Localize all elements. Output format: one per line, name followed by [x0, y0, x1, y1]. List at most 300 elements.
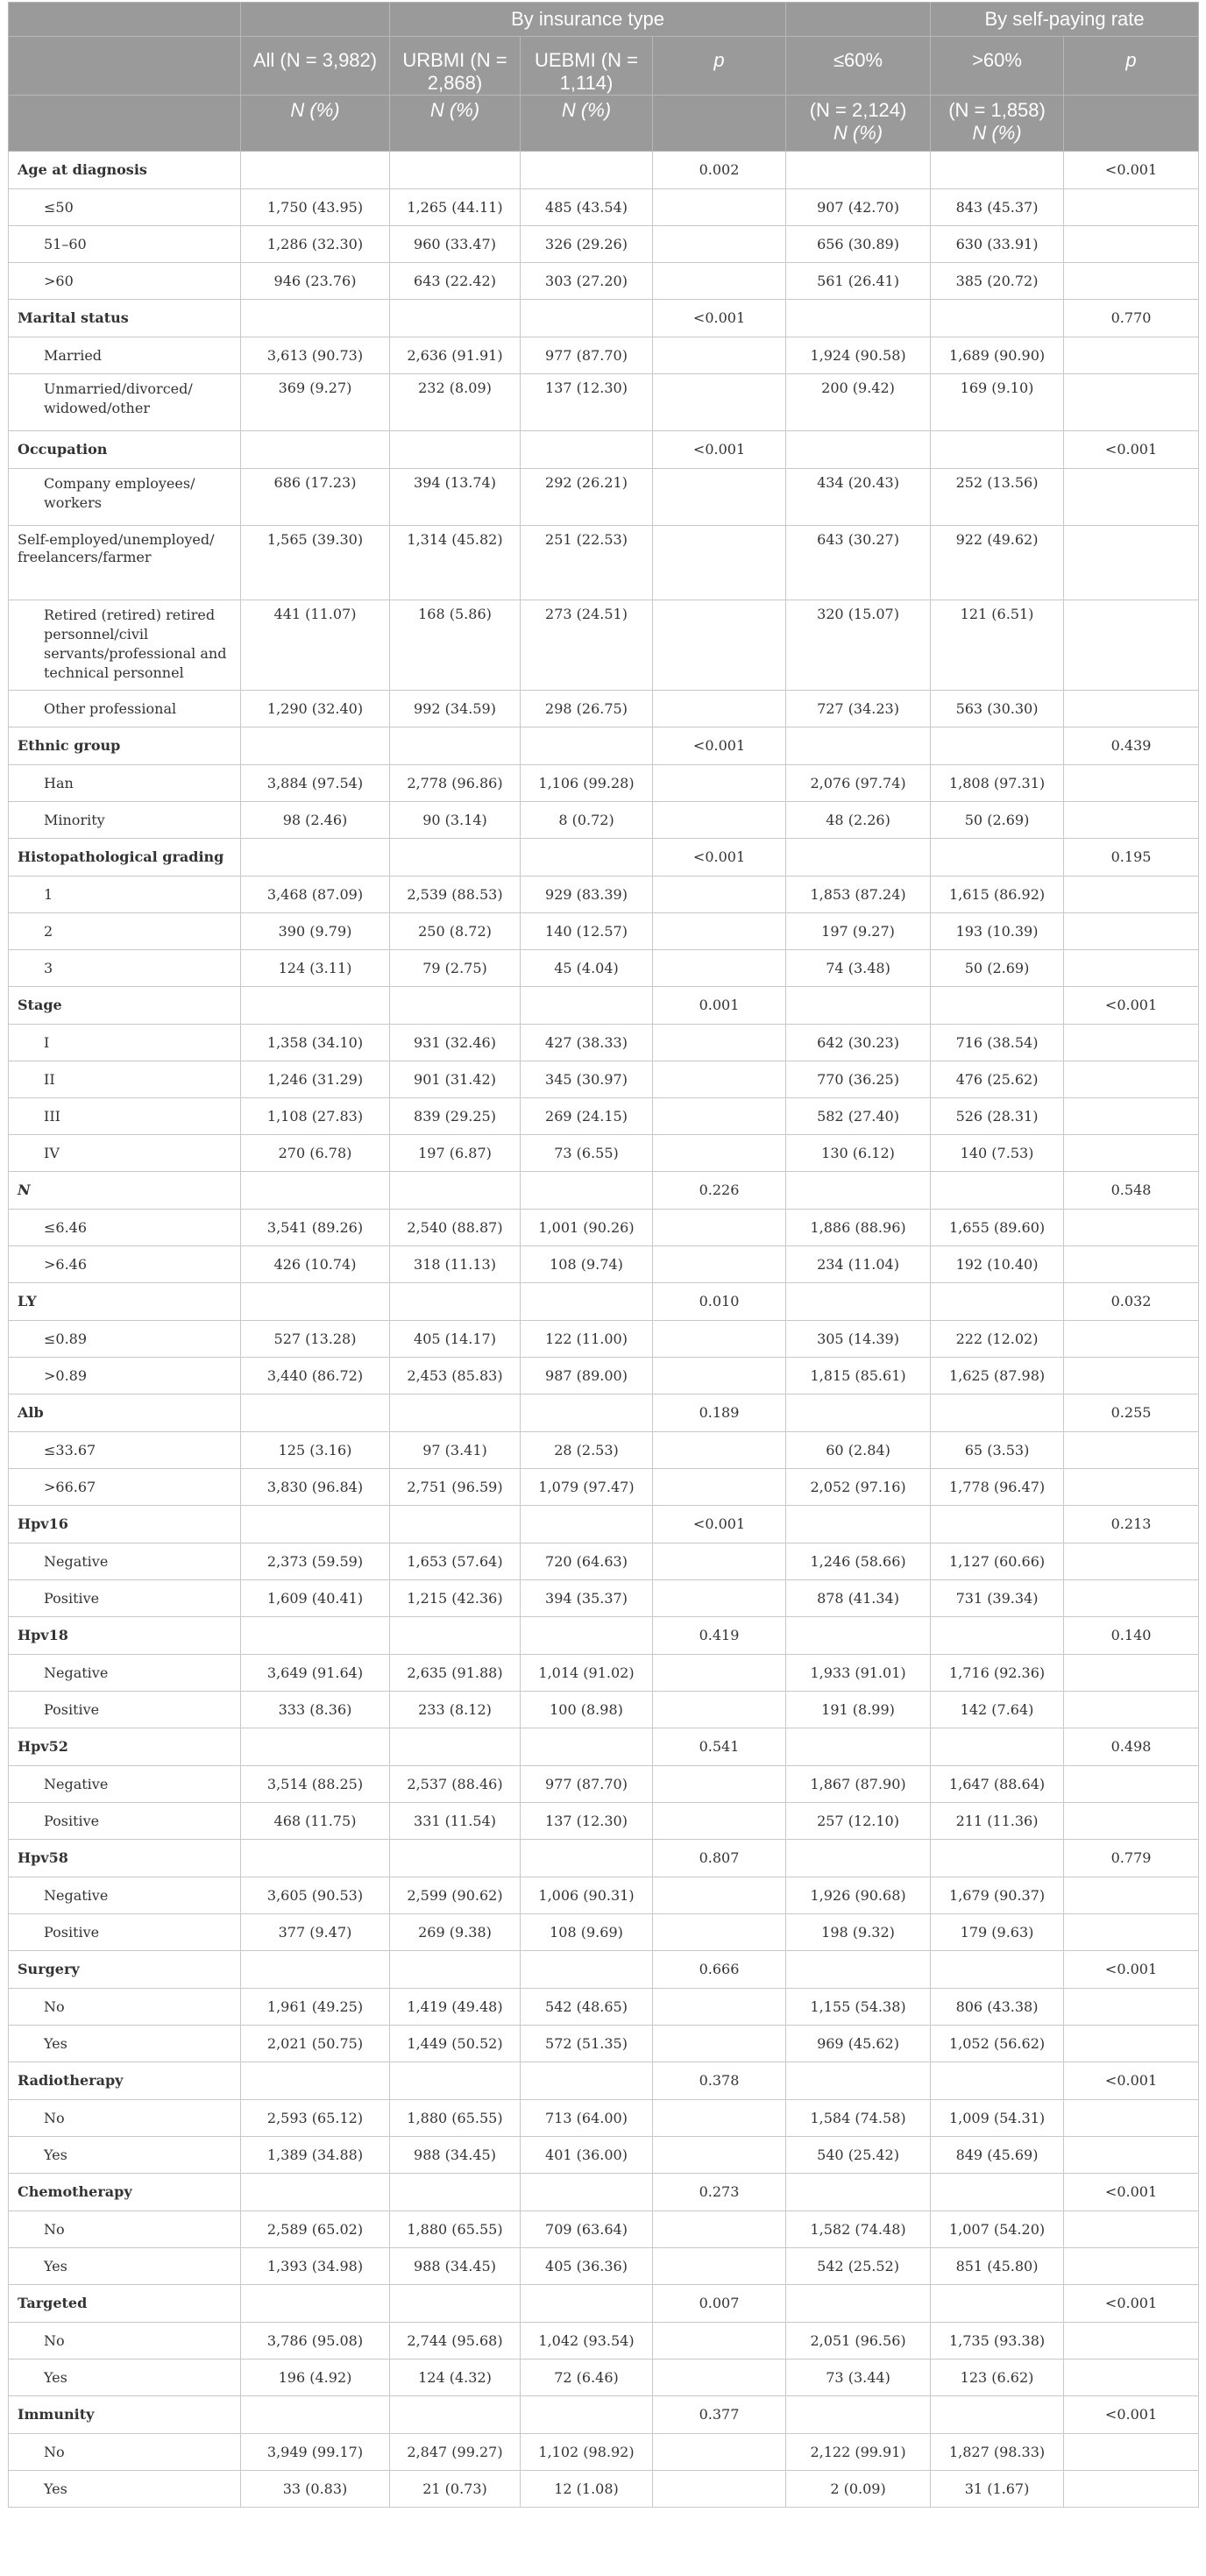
value-urbmi: 269 (9.38): [390, 1914, 521, 1951]
value-urbmi: 2,778 (96.86): [390, 765, 521, 802]
empty-cell: [521, 727, 653, 765]
empty-cell: [390, 1951, 521, 1989]
value-urbmi: 1,314 (45.82): [390, 526, 521, 600]
empty-cell: [390, 839, 521, 876]
value-le60: 642 (30.23): [786, 1025, 931, 1061]
value-uebmi: 8 (0.72): [521, 802, 653, 839]
value-all: 1,609 (40.41): [241, 1580, 390, 1617]
section-label: N: [9, 1172, 241, 1210]
value-urbmi: 2,636 (91.91): [390, 337, 521, 374]
row-label: No: [9, 2434, 241, 2471]
empty-cell: [786, 2174, 931, 2211]
row-label: Negative: [9, 1543, 241, 1580]
p-value-insurance: <0.001: [653, 300, 786, 337]
value-le60: 2,122 (99.91): [786, 2434, 931, 2471]
value-gt60: 1,052 (56.62): [931, 2026, 1064, 2062]
table-row: [9, 1321, 1199, 1358]
table-row: [9, 1469, 1199, 1506]
empty-cell: [241, 727, 390, 765]
empty-cell: [653, 2434, 786, 2471]
empty-cell: [931, 2285, 1064, 2323]
value-urbmi: 21 (0.73): [390, 2471, 521, 2508]
p-value-insurance: 0.007: [653, 2285, 786, 2323]
empty-cell: [653, 469, 786, 526]
value-all: 527 (13.28): [241, 1321, 390, 1358]
value-all: 369 (9.27): [241, 374, 390, 431]
p-value-selfpay: <0.001: [1064, 2285, 1199, 2323]
value-uebmi: 405 (36.36): [521, 2248, 653, 2285]
value-urbmi: 2,635 (91.88): [390, 1655, 521, 1692]
empty-cell: [1064, 2248, 1199, 2285]
value-gt60: 31 (1.67): [931, 2471, 1064, 2508]
value-le60: 1,815 (85.61): [786, 1358, 931, 1394]
table-row: [9, 1246, 1199, 1283]
value-all: 3,949 (99.17): [241, 2434, 390, 2471]
section-row: [9, 2062, 1199, 2100]
table-row: [9, 469, 1199, 526]
row-label: Yes: [9, 2471, 241, 2508]
section-label: Hpv18: [9, 1617, 241, 1655]
value-le60: 1,853 (87.24): [786, 876, 931, 913]
value-urbmi: 233 (8.12): [390, 1692, 521, 1728]
empty-cell: [653, 1655, 786, 1692]
p-value-selfpay: 0.255: [1064, 1394, 1199, 1432]
empty-cell: [1064, 1580, 1199, 1617]
row-label: No: [9, 2211, 241, 2248]
empty-cell: [521, 1617, 653, 1655]
table-row: [9, 600, 1199, 691]
p-value-selfpay: 0.195: [1064, 839, 1199, 876]
value-gt60: 526 (28.31): [931, 1098, 1064, 1135]
empty-cell: [1064, 765, 1199, 802]
p-value-insurance: <0.001: [653, 839, 786, 876]
row-label: >66.67: [9, 1469, 241, 1506]
empty-cell: [931, 1283, 1064, 1321]
value-gt60: 851 (45.80): [931, 2248, 1064, 2285]
value-le60: 969 (45.62): [786, 2026, 931, 2062]
table-row: [9, 1655, 1199, 1692]
empty-cell: [521, 1728, 653, 1766]
section-row: [9, 727, 1199, 765]
p-value-insurance: 0.807: [653, 1840, 786, 1877]
row-label: Positive: [9, 1803, 241, 1840]
value-gt60: 476 (25.62): [931, 1061, 1064, 1098]
value-gt60: 1,808 (97.31): [931, 765, 1064, 802]
empty-cell: [1064, 1246, 1199, 1283]
header-npct-le60: [786, 96, 931, 152]
empty-cell: [653, 1358, 786, 1394]
empty-cell: [653, 2137, 786, 2174]
empty-cell: [390, 1394, 521, 1432]
empty-cell: [931, 2396, 1064, 2434]
p-value-selfpay: 0.498: [1064, 1728, 1199, 1766]
p-value-insurance: 0.189: [653, 1394, 786, 1432]
row-label: ≤0.89: [9, 1321, 241, 1358]
value-gt60: 922 (49.62): [931, 526, 1064, 600]
empty-cell: [653, 691, 786, 727]
empty-cell: [653, 189, 786, 226]
value-gt60: 222 (12.02): [931, 1321, 1064, 1358]
empty-cell: [521, 1506, 653, 1543]
value-urbmi: 1,265 (44.11): [390, 189, 521, 226]
value-urbmi: 643 (22.42): [390, 263, 521, 300]
value-urbmi: 839 (29.25): [390, 1098, 521, 1135]
empty-cell: [931, 1728, 1064, 1766]
value-gt60: 716 (38.54): [931, 1025, 1064, 1061]
value-urbmi: 2,751 (96.59): [390, 1469, 521, 1506]
empty-cell: [653, 2360, 786, 2396]
empty-cell: [390, 1728, 521, 1766]
empty-cell: [241, 1283, 390, 1321]
value-urbmi: 2,847 (99.27): [390, 2434, 521, 2471]
header-npct-gt60: [931, 96, 1064, 152]
value-all: 2,593 (65.12): [241, 2100, 390, 2137]
value-gt60: 1,679 (90.37): [931, 1877, 1064, 1914]
value-all: 1,286 (32.30): [241, 226, 390, 263]
value-uebmi: 137 (12.30): [521, 1803, 653, 1840]
empty-cell: [390, 1283, 521, 1321]
empty-cell: [653, 1135, 786, 1172]
table-row: [9, 1543, 1199, 1580]
empty-cell: [653, 950, 786, 987]
value-gt60: 50 (2.69): [931, 950, 1064, 987]
p-value-insurance: 0.378: [653, 2062, 786, 2100]
row-label: Company employees/ workers: [9, 469, 241, 526]
empty-cell: [653, 913, 786, 950]
value-urbmi: 1,880 (65.55): [390, 2100, 521, 2137]
empty-cell: [521, 2396, 653, 2434]
p-value-insurance: 0.010: [653, 1283, 786, 1321]
value-all: 3,613 (90.73): [241, 337, 390, 374]
value-all: 2,021 (50.75): [241, 2026, 390, 2062]
value-uebmi: 326 (29.26): [521, 226, 653, 263]
empty-cell: [931, 1394, 1064, 1432]
value-le60: 60 (2.84): [786, 1432, 931, 1469]
section-label: Hpv52: [9, 1728, 241, 1766]
value-urbmi: 1,880 (65.55): [390, 2211, 521, 2248]
empty-cell: [1064, 1210, 1199, 1246]
p-value-insurance: 0.541: [653, 1728, 786, 1766]
p-value-selfpay: 0.779: [1064, 1840, 1199, 1877]
empty-cell: [786, 2062, 931, 2100]
empty-cell: [653, 263, 786, 300]
value-gt60: 169 (9.10): [931, 374, 1064, 431]
header-gt60: >60%: [931, 37, 1064, 96]
value-all: 125 (3.16): [241, 1432, 390, 1469]
empty-cell: [653, 526, 786, 600]
empty-cell: [390, 1172, 521, 1210]
row-label: III: [9, 1098, 241, 1135]
empty-cell: [931, 839, 1064, 876]
value-gt60: 1,778 (96.47): [931, 1469, 1064, 1506]
empty-cell: [786, 839, 931, 876]
table-row: [9, 1803, 1199, 1840]
row-label: Yes: [9, 2137, 241, 2174]
empty-cell: [1064, 1469, 1199, 1506]
table-row: [9, 2434, 1199, 2471]
row-label: Negative: [9, 1655, 241, 1692]
value-urbmi: 79 (2.75): [390, 950, 521, 987]
empty-cell: [786, 727, 931, 765]
value-uebmi: 572 (51.35): [521, 2026, 653, 2062]
empty-cell: [931, 1951, 1064, 1989]
header-npct-uebmi: N (%): [521, 96, 653, 152]
value-le60: 320 (15.07): [786, 600, 931, 691]
empty-cell: [1064, 1655, 1199, 1692]
value-le60: 643 (30.27): [786, 526, 931, 600]
empty-cell: [521, 1951, 653, 1989]
value-all: 1,961 (49.25): [241, 1989, 390, 2026]
value-le60: 542 (25.52): [786, 2248, 931, 2285]
row-label: Positive: [9, 1692, 241, 1728]
value-uebmi: 137 (12.30): [521, 374, 653, 431]
empty-cell: [653, 1989, 786, 2026]
section-label: Chemotherapy: [9, 2174, 241, 2211]
value-le60: 73 (3.44): [786, 2360, 931, 2396]
empty-cell: [653, 1098, 786, 1135]
p-value-selfpay: <0.001: [1064, 2174, 1199, 2211]
value-le60: 1,886 (88.96): [786, 1210, 931, 1246]
value-urbmi: 931 (32.46): [390, 1025, 521, 1061]
value-uebmi: 108 (9.74): [521, 1246, 653, 1283]
header-gt60-npct: N (%): [972, 122, 1022, 144]
table-row: [9, 2471, 1199, 2508]
empty-cell: [931, 152, 1064, 189]
empty-cell: [653, 600, 786, 691]
value-le60: 1,246 (58.66): [786, 1543, 931, 1580]
empty-cell: [653, 226, 786, 263]
empty-cell: [1064, 1692, 1199, 1728]
value-le60: 2 (0.09): [786, 2471, 931, 2508]
empty-cell: [241, 987, 390, 1025]
empty-cell: [1064, 189, 1199, 226]
table-row: [9, 1135, 1199, 1172]
table-row: [9, 2026, 1199, 2062]
empty-cell: [1064, 2100, 1199, 2137]
value-urbmi: 124 (4.32): [390, 2360, 521, 2396]
empty-cell: [931, 431, 1064, 469]
value-uebmi: 542 (48.65): [521, 1989, 653, 2026]
value-uebmi: 394 (35.37): [521, 1580, 653, 1617]
p-value-selfpay: <0.001: [1064, 1951, 1199, 1989]
section-label: Marital status: [9, 300, 241, 337]
header-group-insurance: By insurance type: [390, 3, 786, 37]
header-group-selfpay: By self-paying rate: [931, 3, 1199, 37]
empty-cell: [653, 1543, 786, 1580]
row-label: Positive: [9, 1914, 241, 1951]
section-row: [9, 2285, 1199, 2323]
value-le60: 1,867 (87.90): [786, 1766, 931, 1803]
value-le60: 234 (11.04): [786, 1246, 931, 1283]
table-row: [9, 2211, 1199, 2248]
empty-cell: [521, 1840, 653, 1877]
table-row: [9, 337, 1199, 374]
p-value-selfpay: <0.001: [1064, 2062, 1199, 2100]
table-row: [9, 2323, 1199, 2360]
empty-cell: [390, 152, 521, 189]
value-urbmi: 331 (11.54): [390, 1803, 521, 1840]
value-uebmi: 12 (1.08): [521, 2471, 653, 2508]
value-urbmi: 394 (13.74): [390, 469, 521, 526]
value-uebmi: 1,042 (93.54): [521, 2323, 653, 2360]
section-label: Histopathological grading: [9, 839, 241, 876]
value-gt60: 211 (11.36): [931, 1803, 1064, 1840]
section-label: Stage: [9, 987, 241, 1025]
section-row: [9, 2174, 1199, 2211]
value-gt60: 1,716 (92.36): [931, 1655, 1064, 1692]
value-le60: 130 (6.12): [786, 1135, 931, 1172]
value-all: 2,373 (59.59): [241, 1543, 390, 1580]
empty-cell: [653, 1432, 786, 1469]
empty-cell: [1064, 876, 1199, 913]
value-uebmi: 122 (11.00): [521, 1321, 653, 1358]
header-urbmi: URBMI (N = 2,868): [390, 37, 521, 96]
value-le60: 1,584 (74.58): [786, 2100, 931, 2137]
empty-cell: [653, 1692, 786, 1728]
p-value-insurance: <0.001: [653, 431, 786, 469]
header-le60: ≤60%: [786, 37, 931, 96]
row-label: I: [9, 1025, 241, 1061]
row-label: 1: [9, 876, 241, 913]
empty-cell: [521, 2174, 653, 2211]
value-uebmi: 345 (30.97): [521, 1061, 653, 1098]
empty-cell: [241, 1617, 390, 1655]
empty-cell: [521, 2062, 653, 2100]
value-le60: 2,051 (96.56): [786, 2323, 931, 2360]
empty-cell: [653, 1061, 786, 1098]
p-value-insurance: 0.419: [653, 1617, 786, 1655]
section-row: [9, 1506, 1199, 1543]
table-body: [9, 152, 1199, 2508]
row-label: Unmarried/divorced/ widowed/other: [9, 374, 241, 431]
empty-cell: [1064, 1989, 1199, 2026]
value-gt60: 563 (30.30): [931, 691, 1064, 727]
section-label: Alb: [9, 1394, 241, 1432]
value-urbmi: 988 (34.45): [390, 2137, 521, 2174]
empty-cell: [931, 1172, 1064, 1210]
table-row: [9, 913, 1199, 950]
empty-cell: [241, 1840, 390, 1877]
value-urbmi: 197 (6.87): [390, 1135, 521, 1172]
value-all: 1,358 (34.10): [241, 1025, 390, 1061]
row-label: Retired (retired) retired personnel/civil servants/professional and technical personnel: [9, 600, 241, 691]
table-row: [9, 374, 1199, 431]
row-label: 51–60: [9, 226, 241, 263]
value-urbmi: 1,653 (57.64): [390, 1543, 521, 1580]
empty-cell: [931, 2062, 1064, 2100]
value-gt60: 192 (10.40): [931, 1246, 1064, 1283]
empty-cell: [1064, 374, 1199, 431]
table-row: [9, 2248, 1199, 2285]
empty-cell: [1064, 337, 1199, 374]
table-row: [9, 1061, 1199, 1098]
value-all: 426 (10.74): [241, 1246, 390, 1283]
empty-cell: [931, 727, 1064, 765]
value-gt60: 806 (43.38): [931, 1989, 1064, 2026]
value-gt60: 1,647 (88.64): [931, 1766, 1064, 1803]
value-all: 196 (4.92): [241, 2360, 390, 2396]
section-row: [9, 839, 1199, 876]
table-row: [9, 2360, 1199, 2396]
value-gt60: 1,127 (60.66): [931, 1543, 1064, 1580]
row-label: >6.46: [9, 1246, 241, 1283]
empty-cell: [653, 802, 786, 839]
value-urbmi: 960 (33.47): [390, 226, 521, 263]
empty-cell: [786, 431, 931, 469]
value-gt60: 121 (6.51): [931, 600, 1064, 691]
empty-cell: [1064, 1358, 1199, 1394]
section-label: Ethnic group: [9, 727, 241, 765]
empty-cell: [653, 1580, 786, 1617]
empty-cell: [1064, 802, 1199, 839]
header-le60-npct: N (%): [833, 122, 883, 144]
p-value-insurance: <0.001: [653, 1506, 786, 1543]
value-urbmi: 2,744 (95.68): [390, 2323, 521, 2360]
p-value-selfpay: 0.548: [1064, 1172, 1199, 1210]
value-gt60: 179 (9.63): [931, 1914, 1064, 1951]
value-uebmi: 485 (43.54): [521, 189, 653, 226]
empty-cell: [390, 1506, 521, 1543]
header-blank-2: [9, 37, 241, 96]
value-le60: 656 (30.89): [786, 226, 931, 263]
value-le60: 1,933 (91.01): [786, 1655, 931, 1692]
empty-cell: [653, 1469, 786, 1506]
table-row: [9, 1766, 1199, 1803]
empty-cell: [653, 2248, 786, 2285]
empty-cell: [931, 300, 1064, 337]
empty-cell: [241, 2174, 390, 2211]
section-row: [9, 1172, 1199, 1210]
row-label: Minority: [9, 802, 241, 839]
section-row: [9, 1617, 1199, 1655]
empty-cell: [1064, 1135, 1199, 1172]
value-urbmi: 97 (3.41): [390, 1432, 521, 1469]
value-all: 3,649 (91.64): [241, 1655, 390, 1692]
empty-cell: [931, 2174, 1064, 2211]
value-gt60: 65 (3.53): [931, 1432, 1064, 1469]
value-uebmi: 1,001 (90.26): [521, 1210, 653, 1246]
value-gt60: 1,625 (87.98): [931, 1358, 1064, 1394]
section-label: LY: [9, 1283, 241, 1321]
empty-cell: [653, 2471, 786, 2508]
empty-cell: [653, 1877, 786, 1914]
empty-cell: [653, 374, 786, 431]
header-le60-n: (N = 2,124): [809, 99, 907, 121]
p-value-insurance: 0.002: [653, 152, 786, 189]
table-row: [9, 263, 1199, 300]
value-le60: 561 (26.41): [786, 263, 931, 300]
value-le60: 48 (2.26): [786, 802, 931, 839]
p-value-selfpay: 0.439: [1064, 727, 1199, 765]
p-value-insurance: 0.666: [653, 1951, 786, 1989]
value-gt60: 1,689 (90.90): [931, 337, 1064, 374]
value-uebmi: 108 (9.69): [521, 1914, 653, 1951]
value-uebmi: 72 (6.46): [521, 2360, 653, 2396]
value-gt60: 731 (39.34): [931, 1580, 1064, 1617]
row-label: >0.89: [9, 1358, 241, 1394]
value-uebmi: 1,006 (90.31): [521, 1877, 653, 1914]
value-all: 3,786 (95.08): [241, 2323, 390, 2360]
value-gt60: 1,655 (89.60): [931, 1210, 1064, 1246]
empty-cell: [931, 1840, 1064, 1877]
value-all: 1,389 (34.88): [241, 2137, 390, 2174]
value-gt60: 252 (13.56): [931, 469, 1064, 526]
empty-cell: [786, 1840, 931, 1877]
empty-cell: [241, 1506, 390, 1543]
empty-cell: [390, 987, 521, 1025]
value-gt60: 849 (45.69): [931, 2137, 1064, 2174]
value-gt60: 193 (10.39): [931, 913, 1064, 950]
